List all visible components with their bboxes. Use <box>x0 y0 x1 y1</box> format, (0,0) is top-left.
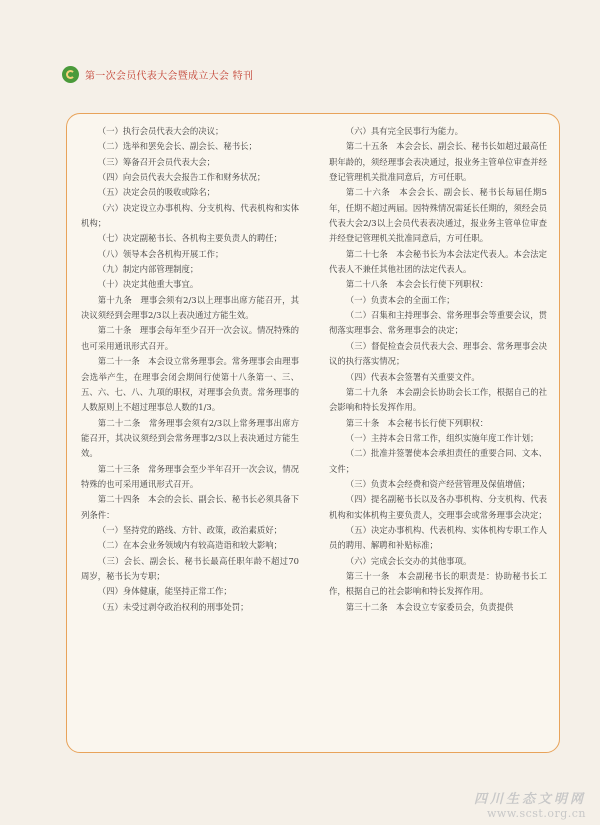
right-column <box>329 124 547 615</box>
paragraph: （九）制定内部管理制度； <box>97 264 199 275</box>
paragraph: 第十九条 理事会须有2/3以上理事出席方能召开，其决议须经到会理事2/3以上表决通过方能生效。 <box>81 294 299 321</box>
paragraph: 第三十一条 本会副秘书长的职责是：协助秘书长工作，根据自己的社会影响和特长发挥作用。 <box>329 570 547 597</box>
paragraph: 第二十四条 本会的会长、副会长、秘书长必须具备下列条件： <box>81 494 299 520</box>
paragraph: （三）督促检查会员代表大会、理事会、常务理事会决议的执行落实情况； <box>329 340 547 367</box>
logo-icon <box>62 66 79 83</box>
paragraph: （五）未受过剥夺政治权利的刑事处罚； <box>97 601 249 612</box>
header-title: 第一次会员代表大会暨成立大会 特刊 <box>85 70 254 82</box>
paragraph: （十）决定其他重大事宜。 <box>97 279 199 290</box>
watermark <box>474 788 586 820</box>
paragraph: （六）完成会长交办的其他事项。 <box>345 555 472 566</box>
paragraph: 第二十七条 本会秘书长为本会法定代表人。本会法定代表人不兼任其他社团的法定代表人。 <box>329 248 547 275</box>
paragraph: （四）代表本会签署有关重要文件。 <box>345 371 480 382</box>
paragraph: 第二十九条 本会副会长协助会长工作，根据自己的社会影响和特长发挥作用。 <box>329 386 547 413</box>
paragraph: （六）决定设立办事机构、分支机构、代表机构和实体机构； <box>81 202 299 229</box>
paragraph: （一）坚持党的路线、方针、政策，政治素质好； <box>97 524 283 535</box>
paragraph: （二）批准并签署使本会承担责任的重要合同、文本、文件； <box>329 448 547 474</box>
paragraph: （五）决定办事机构、代表机构、实体机构专职工作人员的聘用、解聘和补贴标准； <box>329 524 547 551</box>
paragraph: 第二十六条 本会会长、副会长、秘书长每届任期5年，任期不超过两届。因特殊情况需延长任期的，须经会员代表大会2/3以上会员代表表决通过，报业务主管单位审查并经登记管理机关批准同意后，方可任职。 <box>329 187 547 244</box>
paragraph: （一）执行会员代表大会的决议； <box>97 126 224 136</box>
paragraph: 第三十条 本会秘书长行使下列职权： <box>345 417 489 428</box>
paragraph: 第二十二条 常务理事会须有2/3以上常务理事出席方能召开，其决议须经到会常务理事2/3以上表决通过方能生效。 <box>81 417 299 459</box>
watermark-url: www.scst.org.cn <box>487 807 586 820</box>
paragraph: （二）在本会业务领域内有较高造诣和较大影响； <box>97 540 283 551</box>
paragraph: （三）会长、副会长、秘书长最高任职年龄不超过70周岁，秘书长为专职； <box>81 555 299 581</box>
paragraph: 第二十五条 本会会长、副会长、秘书长如超过最高任职年龄的，须经理事会表决通过，报业务主管单位审查并经登记管理机关批准同意后，方可任职。 <box>329 141 547 183</box>
paragraph: （四）提名副秘书长以及各办事机构、分支机构、代表机构和实体机构主要负责人，交理事会或常务理事会决定； <box>329 494 547 520</box>
paragraph: （八）领导本会各机构开展工作； <box>97 248 224 259</box>
content-panel <box>66 113 560 753</box>
paragraph: 第二十八条 本会会长行使下列职权： <box>345 279 489 290</box>
paragraph: （三）筹备召开会员代表大会； <box>97 156 216 167</box>
paragraph: （一）主持本会日常工作，组织实施年度工作计划； <box>345 432 539 443</box>
paragraph: （二）选举和罢免会长、副会长、秘书长； <box>97 141 257 152</box>
paragraph: 第三十二条 本会设立专家委员会，负责提供 <box>345 601 514 612</box>
paragraph: （五）决定会员的吸收或除名； <box>97 187 216 198</box>
paragraph: （三）负责本会经费和资产经营管理及保值增值； <box>345 478 531 489</box>
paragraph: 第二十三条 常务理事会至少半年召开一次会议，情况特殊的也可采用通讯形式召开。 <box>81 463 299 489</box>
paragraph: （六）具有完全民事行为能力。 <box>345 126 464 136</box>
paragraph: （一）负责本会的全面工作； <box>345 294 455 305</box>
paragraph: 第二十一条 本会设立常务理事会。常务理事会由理事会选举产生，在理事会闭会期间行使第十八条第一、三、五、六、七、八、九项的职权，对理事会负责。常务理事的人数原则上不超过理事总人数的1/3。 <box>81 356 299 413</box>
watermark-site-name: 四川生态文明网 <box>473 792 586 807</box>
paragraph: （四）向会员代表大会报告工作和财务状况； <box>97 172 266 183</box>
left-column <box>81 124 299 615</box>
paragraph: （四）身体健康，能坚持正常工作； <box>97 586 232 597</box>
paragraph: 第二十条 理事会每年至少召开一次会议。情况特殊的也可采用通讯形式召开。 <box>81 325 299 351</box>
paragraph: （七）决定副秘书长、各机构主要负责人的聘任； <box>97 233 283 244</box>
paragraph: （二）召集和主持理事会、常务理事会等重要会议，贯彻落实理事会、常务理事会的决定； <box>329 310 547 336</box>
page-header <box>62 64 253 84</box>
